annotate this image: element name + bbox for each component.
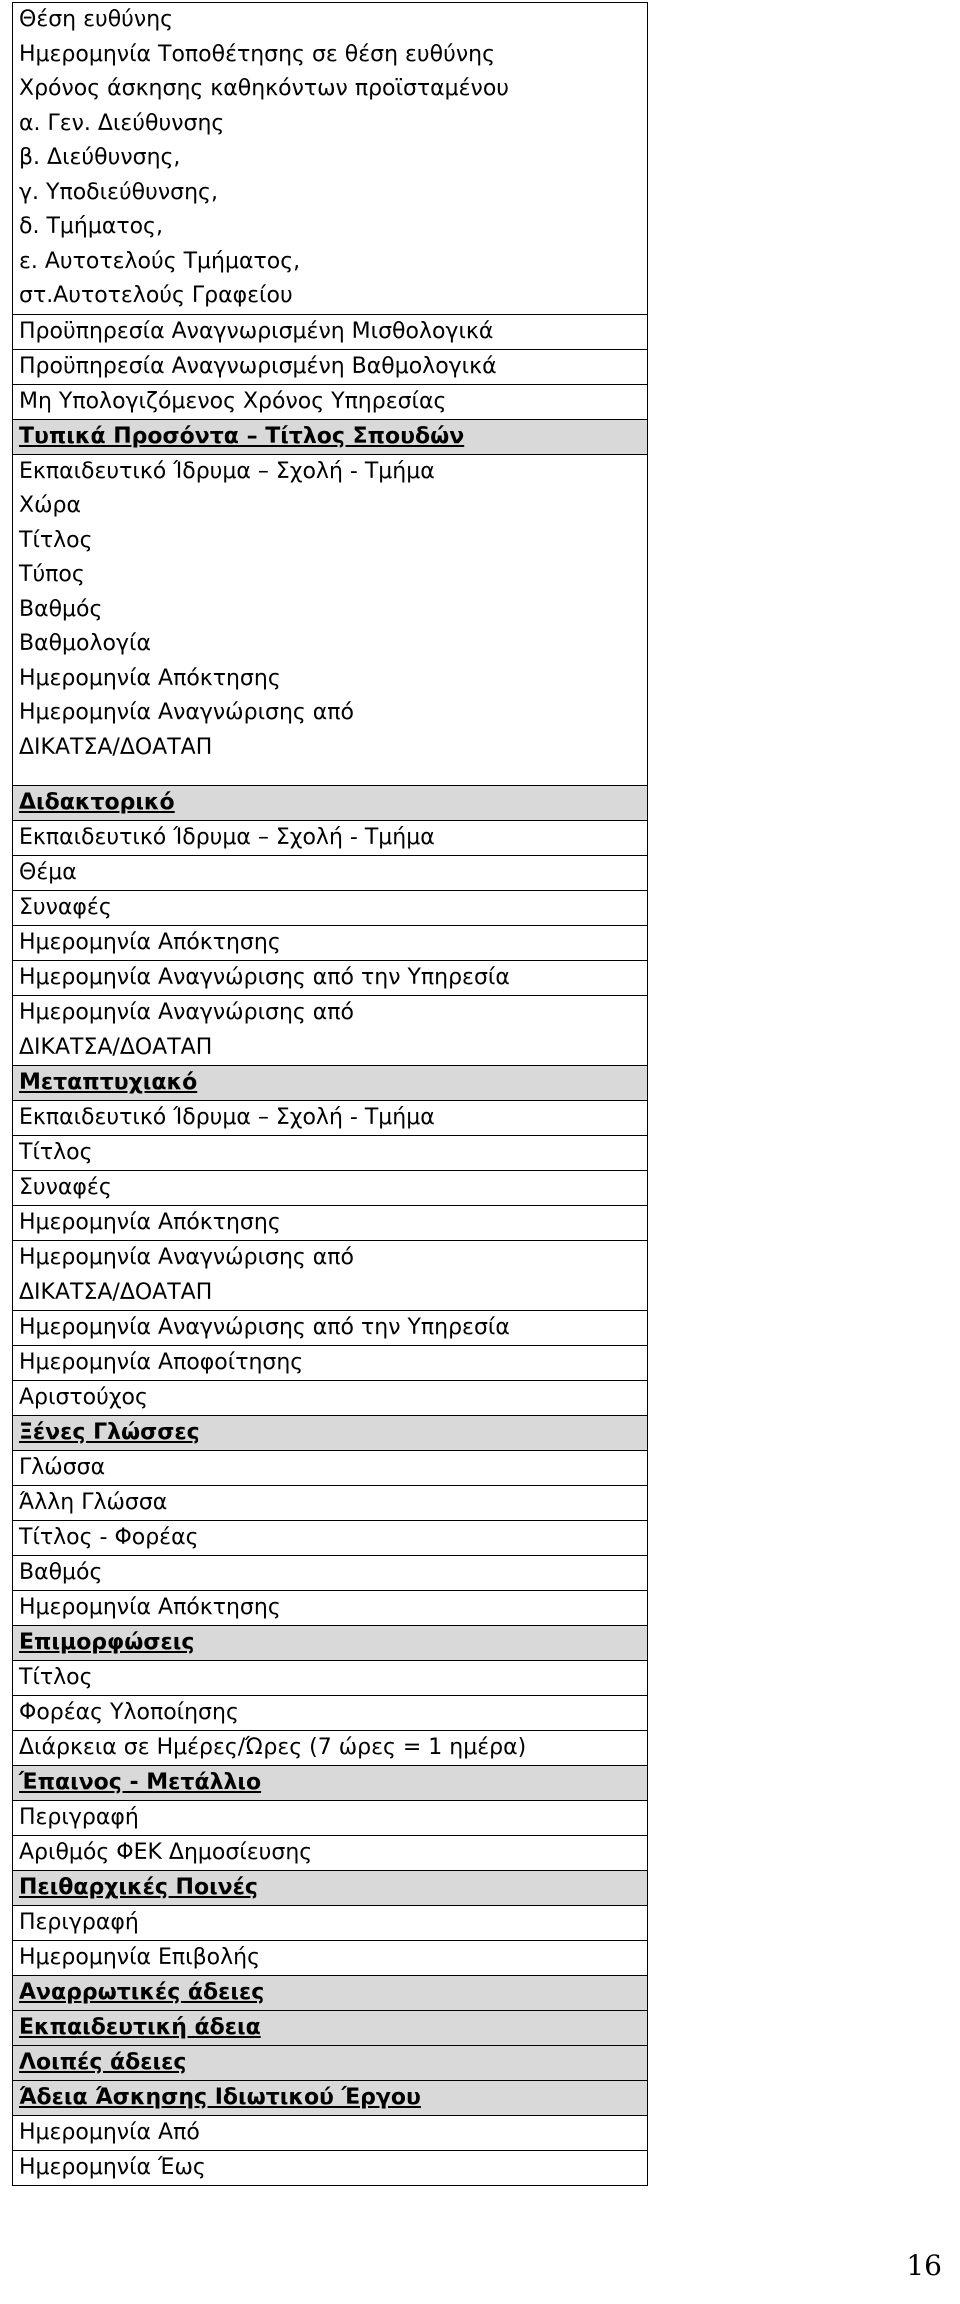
field-label: ΔΙΚΑΤΣΑ/ΔΟΑΤΑΠ xyxy=(19,734,213,760)
field-label: Χρόνος άσκησης καθηκόντων προϊσταμένου xyxy=(19,76,510,101)
field-label: Τίτλος xyxy=(13,1135,647,1170)
field-label: Ημερομηνία Έως xyxy=(13,2150,647,2185)
field-label: Ημερομηνία Αναγνώρισης από την Υπηρεσία xyxy=(13,960,647,995)
field-group xyxy=(13,995,647,1065)
field-label: Ημερομηνία Τοποθέτησης σε θέση ευθύνης xyxy=(19,41,495,67)
field-label: Γλώσσα xyxy=(13,1450,647,1485)
field-label: Περιγραφή xyxy=(13,1800,647,1835)
field-label: Ημερομηνία Αναγνώρισης από xyxy=(19,1245,355,1270)
field-label: Θέση ευθύνης xyxy=(19,7,174,32)
page-number: 16 xyxy=(906,2249,942,2282)
field-label: ε. Αυτοτελούς Τμήματος, xyxy=(19,248,301,274)
field-label: Ημερομηνία Αναγνώρισης από xyxy=(19,1000,355,1025)
section-header: Τυπικά Προσόντα – Τίτλος Σπουδών xyxy=(13,419,647,454)
field-label: Ημερομηνία Αναγνώρισης από την Υπηρεσία xyxy=(13,1310,647,1345)
section-header: Πειθαρχικές Ποινές xyxy=(13,1870,647,1905)
section-header: Λοιπές άδειες xyxy=(13,2045,647,2080)
field-label: Τίτλος xyxy=(19,527,93,553)
form-table xyxy=(12,2,648,2186)
field-label: Βαθμός xyxy=(19,596,103,622)
field-group xyxy=(13,454,647,786)
field-label: Ημερομηνία Απόκτησης xyxy=(19,665,281,691)
field-label: Βαθμός xyxy=(13,1555,647,1590)
field-label: Ημερομηνία Απόκτησης xyxy=(13,1205,647,1240)
field-label: Συναφές xyxy=(13,1170,647,1205)
field-label: Μη Υπολογιζόμενος Χρόνος Υπηρεσίας xyxy=(13,384,647,419)
field-label: Αριστούχος xyxy=(13,1380,647,1415)
field-label: Συναφές xyxy=(13,890,647,925)
field-label: Ημερομηνία Απόκτησης xyxy=(13,925,647,960)
section-header: Επιμορφώσεις xyxy=(13,1625,647,1660)
section-header: Μεταπτυχιακό xyxy=(13,1065,647,1100)
field-label: Προϋπηρεσία Αναγνωρισμένη Μισθολογικά xyxy=(13,314,647,349)
field-label: δ. Τμήματος, xyxy=(19,214,163,239)
field-label: Ημερομηνία Επιβολής xyxy=(13,1940,647,1975)
field-label: Ημερομηνία Από xyxy=(13,2115,647,2150)
field-label: Αριθμός ΦΕΚ Δημοσίευσης xyxy=(13,1835,647,1870)
field-label: Θέμα xyxy=(13,855,647,890)
field-label: α. Γεν. Διεύθυνσης xyxy=(19,110,225,136)
field-label: Φορέας Υλοποίησης xyxy=(13,1695,647,1730)
section-header: Άδεια Άσκησης Ιδιωτικού Έργου xyxy=(13,2080,647,2115)
field-label: Τίτλος - Φορέας xyxy=(13,1520,647,1555)
field-label: ΔΙΚΑΤΣΑ/ΔΟΑΤΑΠ xyxy=(19,1034,213,1060)
section-header: Διδακτορικό xyxy=(13,785,647,820)
section-header: Εκπαιδευτική άδεια xyxy=(13,2010,647,2045)
field-label: Τύπος xyxy=(19,562,85,587)
field-label: Ημερομηνία Απόκτησης xyxy=(13,1590,647,1625)
field-label: Διάρκεια σε Ημέρες/Ώρες (7 ώρες = 1 ημέρα) xyxy=(13,1730,647,1765)
section-header: Έπαινος - Μετάλλιο xyxy=(13,1765,647,1800)
field-label: Τίτλος xyxy=(13,1660,647,1695)
field-label: ΔΙΚΑΤΣΑ/ΔΟΑΤΑΠ xyxy=(19,1279,213,1305)
field-label: β. Διεύθυνσης, xyxy=(19,145,181,170)
field-label: Προϋπηρεσία Αναγνωρισμένη Βαθμολογικά xyxy=(13,349,647,384)
field-label: Εκπαιδευτικό Ίδρυμα – Σχολή - Τμήμα xyxy=(13,820,647,855)
field-label: Εκπαιδευτικό Ίδρυμα – Σχολή - Τμήμα xyxy=(19,458,435,484)
field-label: Ημερομηνία Αναγνώρισης από xyxy=(19,700,355,725)
field-label: Άλλη Γλώσσα xyxy=(13,1485,647,1520)
section-header: Ξένες Γλώσσες xyxy=(13,1415,647,1450)
field-label: Περιγραφή xyxy=(13,1905,647,1940)
field-label: στ.Αυτοτελούς Γραφείου xyxy=(19,283,293,308)
field-group xyxy=(13,3,647,314)
field-label: Βαθμολογία xyxy=(19,631,151,656)
field-group xyxy=(13,1240,647,1310)
field-label: Χώρα xyxy=(19,493,81,518)
field-label: Εκπαιδευτικό Ίδρυμα – Σχολή - Τμήμα xyxy=(13,1100,647,1135)
section-header: Αναρρωτικές άδειες xyxy=(13,1975,647,2010)
field-label: Ημερομηνία Αποφοίτησης xyxy=(13,1345,647,1380)
field-label: γ. Υποδιεύθυνσης, xyxy=(19,179,218,205)
